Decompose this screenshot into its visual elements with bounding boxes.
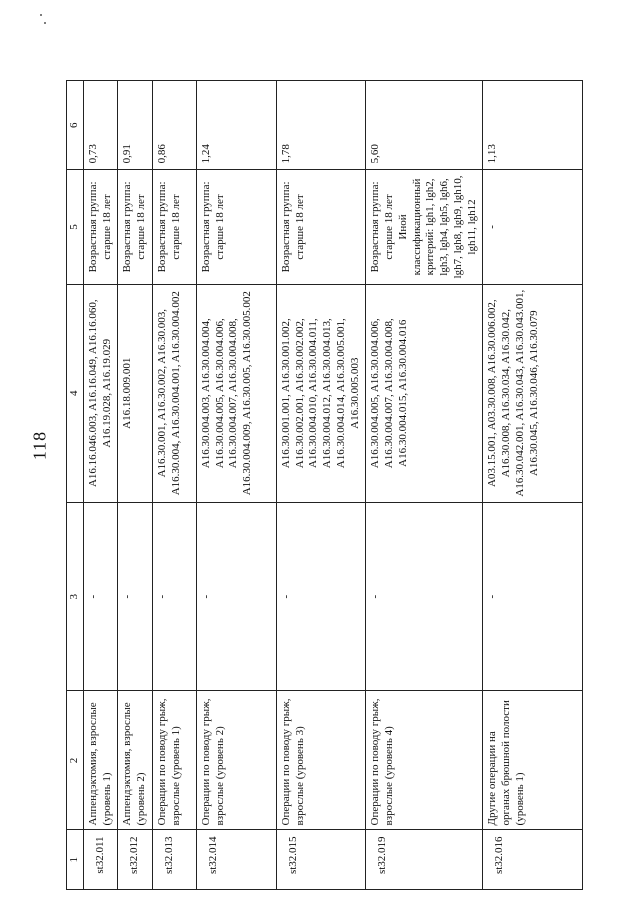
table-row bbox=[276, 81, 366, 890]
row-criteria: Возрастная группа: старше 18 лет bbox=[276, 170, 366, 284]
row-name: Аппендэктомия, взрослые (уровень 2) bbox=[118, 691, 153, 830]
row-diagnosis: - bbox=[276, 502, 366, 691]
row-name: Операции по поводу грыж, взрослые (уровень 4) bbox=[366, 691, 483, 830]
row-code: st32.015 bbox=[276, 830, 366, 890]
row-name: Операции по поводу грыж, взрослые (уровень 2) bbox=[196, 691, 276, 830]
table-row bbox=[366, 81, 483, 890]
header-cell: 3 bbox=[67, 502, 84, 691]
row-code: st32.016 bbox=[483, 830, 583, 890]
scan-speck bbox=[44, 22, 46, 24]
table-header-row bbox=[67, 81, 84, 890]
row-code: st32.012 bbox=[118, 830, 153, 890]
row-code: st32.019 bbox=[366, 830, 483, 890]
header-cell: 2 bbox=[67, 691, 84, 830]
row-coefficient: 0,86 bbox=[152, 81, 196, 170]
row-coefficient: 5,60 bbox=[366, 81, 483, 170]
row-name: Другие операции на органах брюшной полости (уровень 1) bbox=[483, 691, 583, 830]
row-coefficient: 0,91 bbox=[118, 81, 153, 170]
row-diagnosis: - bbox=[152, 502, 196, 691]
table-row bbox=[483, 81, 583, 890]
rotated-table-wrapper bbox=[66, 80, 556, 890]
row-services: A03.15.001, A03.30.008, A16.30.006.002, A16.30.008, A16.30.034, A16.30.042, A16.30.042.001, A16.30.043, A16.30.043.001, A16.30.045, A16.30.046, A16.30.079 bbox=[483, 284, 583, 502]
row-diagnosis: - bbox=[118, 502, 153, 691]
row-criteria: Возрастная группа: старше 18 лет Иной классификационный критерий: lgh1, lgh2, lgh3, lgh4, lgh5, lgh6, lgh7, lgh8, lgh9, lgh10, lgh11, lgh12 bbox=[366, 170, 483, 284]
row-services: A16.18.009.001 bbox=[118, 284, 153, 502]
row-code: st32.013 bbox=[152, 830, 196, 890]
row-coefficient: 1,78 bbox=[276, 81, 366, 170]
table-row bbox=[83, 81, 118, 890]
row-name: Операции по поводу грыж, взрослые (уровень 3) bbox=[276, 691, 366, 830]
row-diagnosis: - bbox=[366, 502, 483, 691]
row-criteria: Возрастная группа: старше 18 лет bbox=[152, 170, 196, 284]
row-diagnosis: - bbox=[83, 502, 118, 691]
row-code: st32.014 bbox=[196, 830, 276, 890]
table-row bbox=[118, 81, 153, 890]
table-row bbox=[196, 81, 276, 890]
row-code: st32.011 bbox=[83, 830, 118, 890]
tariff-table bbox=[66, 80, 583, 890]
row-services: A16.30.004.003, A16.30.004.004, A16.30.004.005, A16.30.004.006, A16.30.004.007, A16.30.004.008, A16.30.004.009, A16.30.005, A16.30.005.002 bbox=[196, 284, 276, 502]
header-cell: 6 bbox=[67, 81, 84, 170]
row-name: Операции по поводу грыж, взрослые (уровень 1) bbox=[152, 691, 196, 830]
row-services: A16.30.001.001, A16.30.001.002, A16.30.002.001, A16.30.002.002, A16.30.004.010, A16.30.004.011, A16.30.004.012, A16.30.004.013, A16.30.004.014, A16.30.005.001, A16.30.005.003 bbox=[276, 284, 366, 502]
row-diagnosis: - bbox=[483, 502, 583, 691]
row-services: A16.16.046.003, A16.16.049, A16.16.060, A16.19.028, A16.19.029 bbox=[83, 284, 118, 502]
scan-speck bbox=[40, 14, 42, 16]
page-number: 118 bbox=[29, 430, 50, 461]
row-diagnosis: - bbox=[196, 502, 276, 691]
row-coefficient: 0,73 bbox=[83, 81, 118, 170]
header-cell: 5 bbox=[67, 170, 84, 284]
row-name: Аппендэктомия, взрослые (уровень 1) bbox=[83, 691, 118, 830]
row-services: A16.30.004.005, A16.30.004.006, A16.30.004.007, A16.30.004.008, A16.30.004.015, A16.30.004.016 bbox=[366, 284, 483, 502]
row-criteria: Возрастная группа: старше 18 лет bbox=[118, 170, 153, 284]
header-cell: 1 bbox=[67, 830, 84, 890]
row-criteria: Возрастная группа: старше 18 лет bbox=[83, 170, 118, 284]
table-row bbox=[152, 81, 196, 890]
row-services: A16.30.001, A16.30.002, A16.30.003, A16.30.004, A16.30.004.001, A16.30.004.002 bbox=[152, 284, 196, 502]
row-coefficient: 1,24 bbox=[196, 81, 276, 170]
header-cell: 4 bbox=[67, 284, 84, 502]
row-coefficient: 1,13 bbox=[483, 81, 583, 170]
row-criteria: Возрастная группа: старше 18 лет bbox=[196, 170, 276, 284]
row-criteria: - bbox=[483, 170, 583, 284]
